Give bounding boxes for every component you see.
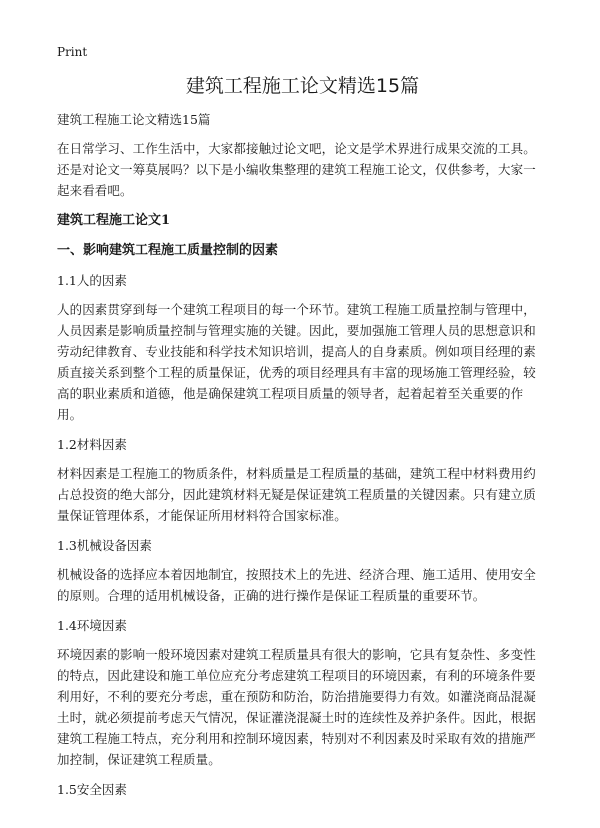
intro-paragraph: 在日常学习、工作生活中，大家都接触过论文吧，论文是学术界进行成果交流的工具。还是对论文一筹莫展吗？以下是小编收集整理的建筑工程施工论文，仅供参考，大家一起来看看吧。	[57, 141, 536, 198]
document-title: 建筑工程施工论文精选15篇	[185, 75, 420, 97]
section-heading-environment: 1.4环境因素	[57, 618, 127, 633]
essay-title: 建筑工程施工论文1	[57, 213, 171, 228]
print-label: Print	[57, 45, 88, 59]
document-subtitle: 建筑工程施工论文精选15篇	[57, 112, 211, 127]
section-text-environment: 环境因素的影响一般环境因素对建筑工程质量具有很大的影响，它具有复杂性、多变性的特点，因此建设和施工单位应充分考虑建筑工程项目的环境因素，有利的环境条件要利用好，不利的要充分考虑，重在预防和防治，防治措施要得力有效。如灌浇商品混凝土时，就必须提前考虑天气情况，保证灌浇混凝土时的连续性及养护条件。因此，根据建筑工程施工特点，充分利用和控制环境因素，特别对不利因素及时采取有效的措施严加控制，保证建筑工程质量。	[57, 647, 536, 767]
part-heading: 一、影响建筑工程施工质量控制的因素	[57, 243, 279, 258]
section-heading-materials: 1.2材料因素	[57, 437, 127, 452]
section-text-machinery: 机械设备的选择应本着因地制宜，按照技术上的先进、经济合理、施工适用、使用安全的原则。合理的适用机械设备，正确的进行操作是保证工程质量的重要环节。	[57, 567, 536, 603]
section-heading-safety: 1.5安全因素	[57, 782, 127, 797]
section-heading-people: 1.1人的因素	[57, 273, 127, 288]
section-heading-machinery: 1.3机械设备因素	[57, 538, 152, 553]
section-text-materials: 材料因素是工程施工的物质条件，材料质量是工程质量的基础，建筑工程中材料费用约占总投资的绝大部分，因此建筑材料无疑是保证建筑工程质量的关键因素。只有建立质量保证管理体系，才能保证所用材料符合国家标准。	[57, 466, 536, 523]
section-text-people: 人的因素贯穿到每一个建筑工程项目的每一个环节。建筑工程施工质量控制与管理中，人员因素是影响质量控制与管理实施的关键。因此，要加强施工管理人员的思想意识和劳动纪律教育、专业技能和科学技术知识培训，提高人的自身素质。例如项目经理的素质直接关系到整个工程的质量保证，优秀的项目经理具有丰富的现场施工管理经验，较高的职业素质和道德，他是确保建筑工程项目质量的领导者，起着起着至关重要的作用。	[57, 302, 536, 422]
